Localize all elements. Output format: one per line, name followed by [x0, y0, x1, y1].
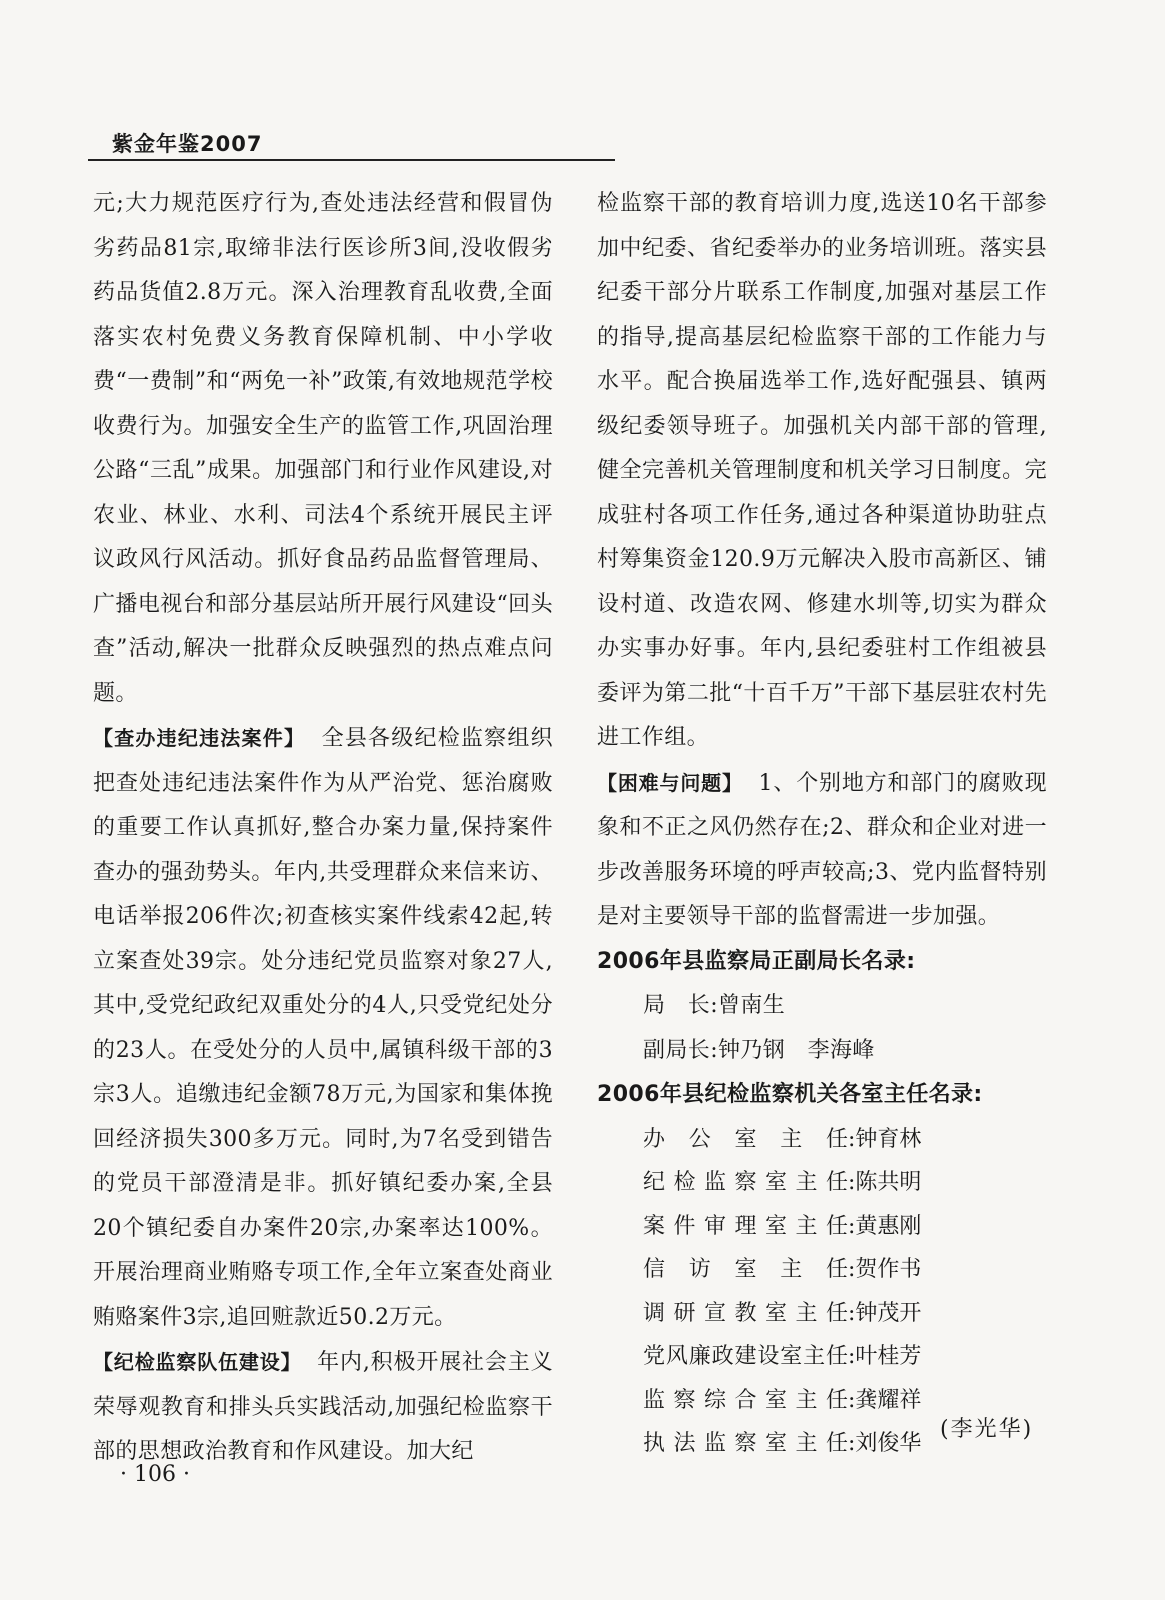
section-text: 1、个别地方和部门的腐败现象和不正之风仍然存在;2、群众和企业对进一步改善服务环境的呼声较高;3、党内监督特别是对主要领导干部的监督需进一步加强。: [597, 770, 1047, 929]
director-row: [597, 1292, 1047, 1336]
director-name: :钟育林: [848, 1126, 922, 1152]
running-header: 紫金年鉴2007: [112, 132, 263, 156]
section-heading: 【困难与问题】: [597, 770, 743, 795]
left-column: [93, 182, 553, 1475]
page-number: · 106 ·: [120, 1462, 190, 1487]
director-name: :叶桂芳: [848, 1344, 922, 1369]
director-title: 办公室主任: [643, 1126, 848, 1152]
director-title: 纪检监察室主任: [643, 1170, 848, 1195]
director-title: 信访室主任: [643, 1257, 848, 1282]
section-heading: 【纪检监察队伍建设】: [93, 1350, 302, 1374]
director-row: [597, 1161, 1047, 1205]
director-title: 调研宣教室主任: [643, 1300, 848, 1326]
director-title: 执法监察室主任: [643, 1431, 848, 1456]
author-credit: (李光华): [940, 1417, 1034, 1442]
section-text: 年内,积极开展社会主义荣辱观教育和排头兵实践活动,加强纪检监察干部的思想政治教育和作风建设。加大纪: [93, 1350, 553, 1464]
section-difficulties: [597, 761, 1047, 940]
paragraph-continuation: 元;大力规范医疗行为,查处违法经营和假冒伪劣药品81宗,取缔非法行医诊所3间,没收假劣药品货值2.8万元。深入治理教育乱收费,全面落实农村免费义务教育保障机制、中小学收费“一费制”和“两免一补”政策,有效地规范学校收费行为。加强安全生产的监管工作,巩固治理公路“三乱”成果。加强部门和行业作风建设,对农业、林业、水利、司法4个系统开展民主评议政风行风活动。抓好食品药品监督管理局、广播电视台和部分基层站所开展行风建设“回头查”活动,解决一批群众反映强烈的热点难点问题。: [93, 191, 553, 706]
bureau-deputy: 副局长:钟乃钢 李海峰: [643, 1037, 875, 1063]
director-title: 案件审理室主任: [643, 1213, 848, 1239]
director-row: [597, 1335, 1047, 1379]
office-directors-list-title: 2006年县纪检监察机关各室主任名录:: [597, 1082, 983, 1107]
director-name: :刘俊华: [848, 1431, 922, 1456]
bureau-chief: 局 长:曾南生: [643, 993, 786, 1018]
director-title: 党风廉政建设室主任: [643, 1344, 848, 1369]
header-rule: [88, 159, 615, 161]
right-column: [597, 182, 1047, 1466]
section-heading: 【查办违纪违法案件】: [93, 726, 306, 750]
paragraph-continuation: 检监察干部的教育培训力度,选送10名干部参加中纪委、省纪委举办的业务培训班。落实县纪委干部分片联系工作制度,加强对基层工作的指导,提高基层纪检监察干部的工作能力与水平。配合换届选举工作,选好配强县、镇两级纪委领导班子。加强机关内部干部的管理,健全完善机关管理制度和机关学习日制度。完成驻村各项工作任务,通过各种渠道协助驻点村筹集资金120.9万元解决入股市高新区、铺设村道、改造农网、修建水圳等,切实为群众办实事办好事。年内,县纪委驻村工作组被县委评为第二批“十百千万”干部下基层驻农村先进工作组。: [597, 191, 1047, 750]
director-name: :陈共明: [848, 1170, 922, 1195]
section-team-building: [93, 1340, 553, 1475]
director-name: :贺作书: [848, 1257, 922, 1282]
director-name: :钟茂开: [848, 1300, 922, 1326]
director-row: [597, 1248, 1047, 1292]
director-row: [597, 1118, 1047, 1162]
section-case-handling: [93, 716, 553, 1340]
director-name: :龚耀祥: [848, 1387, 922, 1413]
director-name: :黄惠刚: [848, 1213, 922, 1239]
director-row: [597, 1205, 1047, 1249]
bureau-list-title: 2006年县监察局正副局长名录:: [597, 948, 916, 974]
section-text: 全县各级纪检监察组织把查处违纪违法案件作为从严治党、惩治腐败的重要工作认真抓好,整合办案力量,保持案件查办的强劲势头。年内,共受理群众来信来访、电话举报206件次;初查核实案件线索42起,转立案查处39宗。处分违纪党员监察对象27人,其中,受党纪政纪双重处分的4人,只受党纪处分的23人。在受处分的人员中,属镇科级干部的3宗3人。追缴违纪金额78万元,为国家和集体挽回经济损失300多万元。同时,为7名受到错告的党员干部澄清是非。抓好镇纪委办案,全县20个镇纪委自办案件20宗,办案率达100%。开展治理商业贿赂专项工作,全年立案查处商业贿赂案件3宗,追回赃款近50.2万元。: [93, 726, 553, 1330]
director-title: 监察综合室主任: [643, 1387, 848, 1413]
